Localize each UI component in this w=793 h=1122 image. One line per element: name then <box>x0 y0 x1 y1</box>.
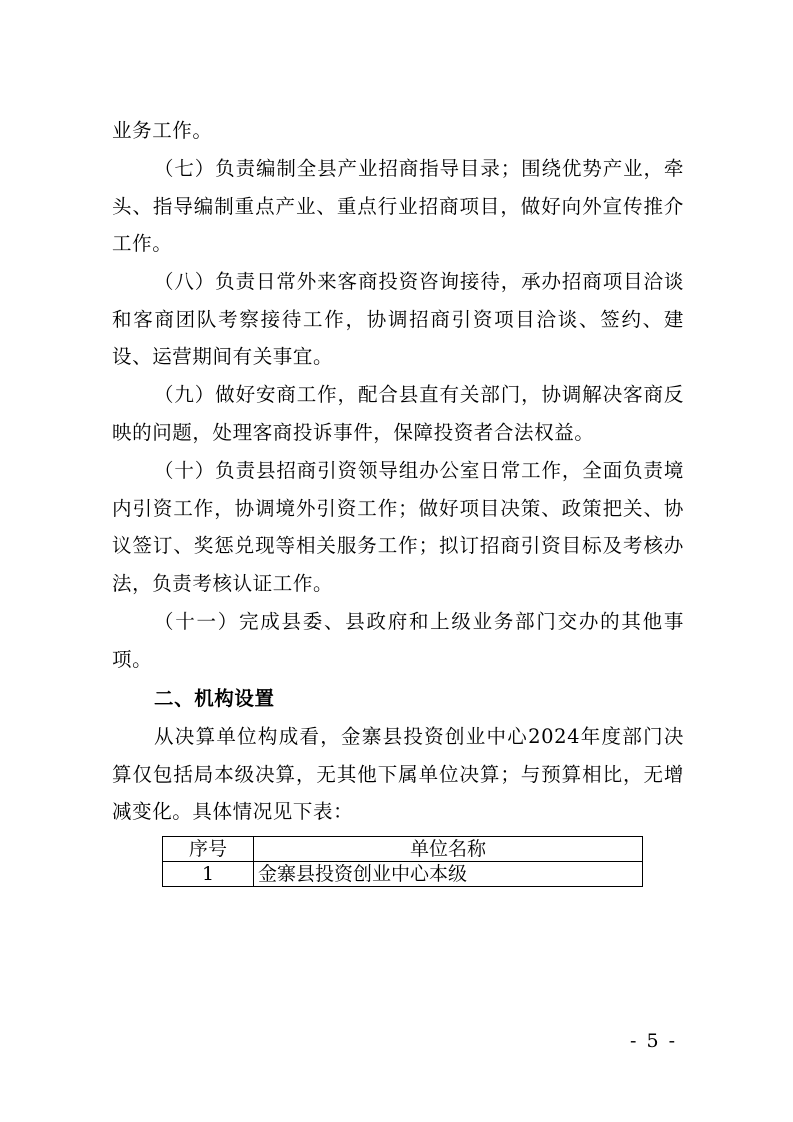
table-header-index: 序号 <box>163 837 254 862</box>
paragraph-item-11: （十一）完成县委、县政府和上级业务部门交办的其他事项。 <box>112 610 684 671</box>
paragraph-item-7: （七）负责编制全县产业招商指导目录；围绕优势产业，牵头、指导编制重点产业、重点行业招商项目，做好向外宣传推介工作。 <box>112 157 684 255</box>
page-number: - 5 - <box>630 1030 678 1052</box>
paragraph-item-8: （八）负责日常外来客商投资咨询接待，承办招商项目洽谈和客商团队考察接待工作，协调招商引资项目洽谈、签约、建设、运营期间有关事宜。 <box>112 270 684 368</box>
units-table <box>162 836 643 887</box>
paragraph-item-10: （十）负责县招商引资领导组办公室日常工作，全面负责境内引资工作，协调境外引资工作；做好项目决策、政策把关、协议签订、奖惩兑现等相关服务工作；拟订招商引资目标及考核办法，负责考核认证工作。 <box>112 459 684 595</box>
table-header-unit-name: 单位名称 <box>254 837 643 862</box>
table-header-row <box>163 837 643 862</box>
table-cell-unit-name: 金寨县投资创业中心本级 <box>254 862 643 887</box>
table-row <box>163 862 643 887</box>
table-cell-index: 1 <box>163 862 254 887</box>
section-heading: 二、机构设置 <box>154 687 275 710</box>
paragraph-item-9: （九）做好安商工作，配合县直有关部门，协调解决客商反映的问题，处理客商投诉事件，保障投资者合法权益。 <box>112 383 684 444</box>
paragraph-continuation: 业务工作。 <box>112 119 213 142</box>
section-paragraph: 从决算单位构成看，金寨县投资创业中心2024年度部门决算仅包括局本级决算，无其他下属单位决算；与预算相比，无增减变化。具体情况见下表： <box>112 725 684 823</box>
